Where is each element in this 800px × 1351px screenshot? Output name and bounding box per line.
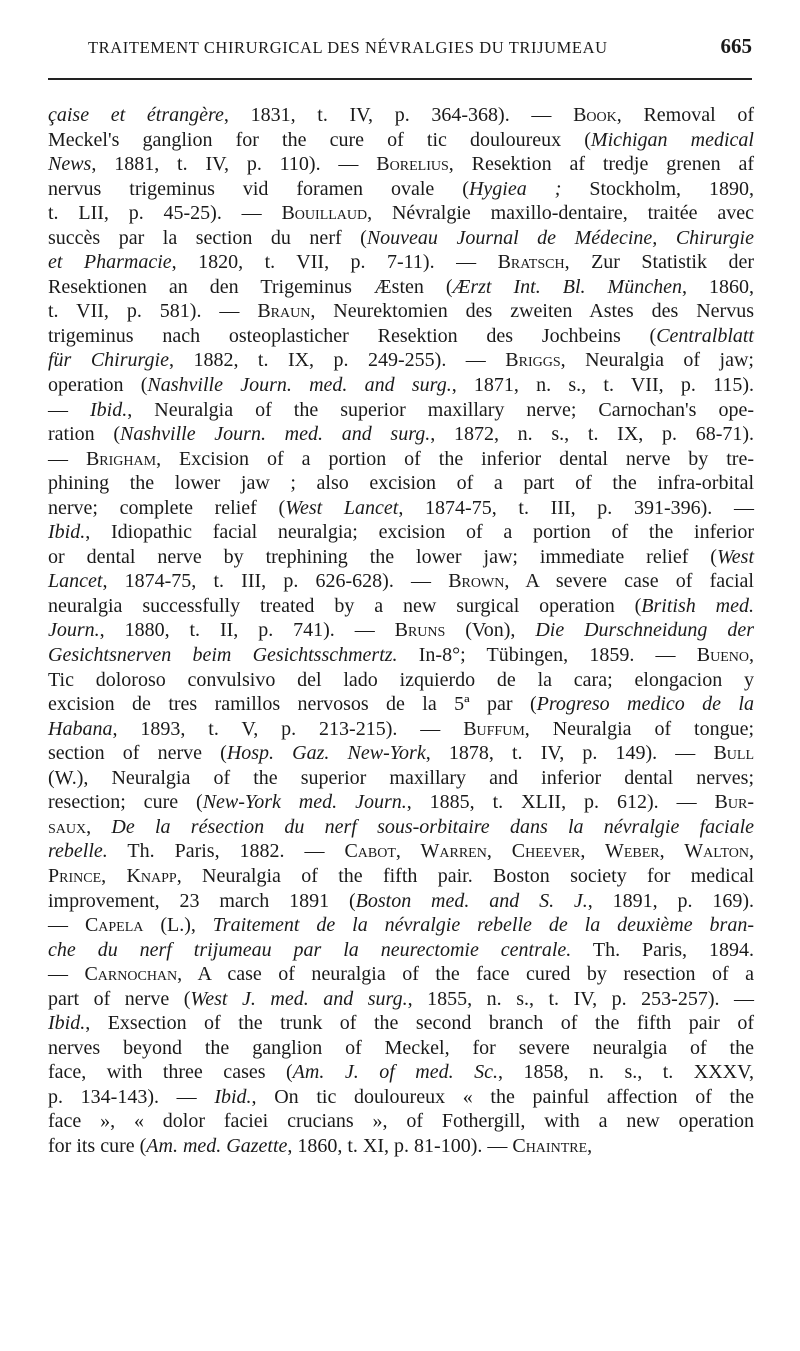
- text-line: [48, 471, 754, 496]
- text-line: [48, 250, 754, 275]
- italic-segment: Nashville Journ. med. and surg.: [147, 374, 452, 397]
- author-name: Chaintre: [512, 1134, 588, 1157]
- text-line: [48, 1011, 754, 1036]
- text-line: [48, 987, 754, 1012]
- text-segment: , On tic douloureux « the painful affection of the: [251, 1085, 754, 1108]
- text-segment: part of nerve (: [48, 987, 191, 1010]
- author-name: Bouillaud: [281, 202, 368, 225]
- text-segment: trigeminus nach osteoplasticher Resektion des Jochbeins (: [48, 324, 657, 347]
- text-segment: , 1881, t. IV, p. 110). —: [91, 153, 377, 176]
- text-segment: Th. Paris, 1882. —: [107, 840, 345, 863]
- author-name: Carnochan: [84, 963, 178, 986]
- text-line: [48, 201, 754, 226]
- italic-segment: Ibid.: [214, 1085, 252, 1108]
- text-segment: , 1878, t. IV, p. 149). —: [425, 742, 714, 765]
- text-line: [48, 275, 754, 300]
- text-segment: phining the lower jaw ; also excision of a part of the infra-orbital: [48, 472, 754, 495]
- italic-segment: Habana: [48, 717, 113, 740]
- text-line: [48, 422, 754, 447]
- text-line: [48, 717, 754, 742]
- page-number: 665: [720, 34, 752, 58]
- italic-segment: Ibid.: [48, 1012, 86, 1035]
- author-name: Bruns: [394, 619, 446, 642]
- text-segment: (Von),: [445, 619, 536, 642]
- text-segment: , 1885, t. XLII, p. 612). —: [406, 791, 715, 814]
- text-segment: nervus trigeminus vid foramen ovale (: [48, 177, 469, 200]
- text-line: [48, 962, 754, 987]
- author-name: Buffum: [463, 717, 525, 740]
- text-line: [48, 398, 754, 423]
- text-segment: —: [48, 398, 91, 421]
- text-segment: , 1860, t. XI, p. 81-100). —: [287, 1134, 513, 1157]
- text-segment: succès par la section du nerf (: [48, 226, 367, 249]
- italic-segment: West Lancet: [285, 496, 399, 519]
- text-segment: Th. Paris, 1894.: [571, 938, 754, 961]
- text-segment: nerves beyond the ganglion of Meckel, for severe neuralgia of the: [48, 1036, 754, 1059]
- text-line: [48, 938, 754, 963]
- italic-segment: Ibid.: [90, 398, 128, 421]
- text-segment: , 1880, t. II, p. 741). —: [99, 619, 395, 642]
- text-segment: face », « dolor faciei crucians », of Fothergill, with a new operation: [48, 1110, 754, 1133]
- text-segment: ration (: [48, 423, 121, 446]
- text-line: [48, 1085, 754, 1110]
- text-line: [48, 913, 754, 938]
- italic-segment: Traitement de la névralgie rebelle de la deuxième bran-: [212, 914, 754, 937]
- italic-segment: De la résection du nerf sous-orbitaire dans la névralgie faciale: [111, 815, 755, 838]
- text-segment: (L.),: [143, 914, 213, 937]
- italic-segment: Lancet: [48, 570, 103, 593]
- text-line: [48, 1134, 754, 1159]
- text-segment: or dental nerve by trephining the lower jaw; immediate relief (: [48, 545, 717, 568]
- text-line: [48, 128, 754, 153]
- text-segment: operation (: [48, 374, 148, 397]
- text-segment: , Excision of a portion of the inferior dental nerve by tre-: [156, 447, 755, 470]
- italic-segment: rebelle.: [48, 840, 108, 863]
- text-segment: , 1871, n. s., t. VII, p. 115).: [451, 374, 754, 397]
- text-segment: , 1820, t. VII, p. 7-11). —: [171, 251, 498, 274]
- author-name: Bratsch: [497, 251, 565, 274]
- text-line: [48, 618, 754, 643]
- text-segment: , 1831, t. IV, p. 364-368). —: [223, 104, 574, 126]
- author-name: Cabot, Warren, Cheever, Weber, Walton,: [344, 840, 754, 863]
- italic-segment: Journ.: [48, 619, 100, 642]
- text-line: [48, 152, 754, 177]
- italic-segment: British med.: [641, 594, 754, 617]
- italic-segment: New-York med. Journ.: [202, 791, 407, 814]
- text-segment: , Removal of: [616, 104, 754, 126]
- running-header: [88, 34, 752, 59]
- italic-segment: für Chirurgie: [48, 349, 169, 372]
- italic-segment: Ærzt Int. Bl. München: [452, 275, 682, 298]
- text-segment: , Idiopathic facial neuralgia; excision of a portion of the inferior: [85, 521, 754, 544]
- text-line: [48, 569, 754, 594]
- author-name: Bull: [713, 742, 754, 765]
- text-line: [48, 594, 754, 619]
- text-segment: resection; cure (: [48, 791, 203, 814]
- italic-segment: Gesichtsnerven beim Gesichtsschmertz.: [48, 644, 398, 667]
- header-title: TRAITEMENT CHIRURGICAL DES NÉVRALGIES DU TRIJUMEAU: [88, 38, 608, 57]
- text-segment: , Neuralgia of tongue;: [524, 717, 754, 740]
- italic-segment: Nouveau Journal de Médecine, Chirurgie: [366, 226, 754, 249]
- text-segment: , 1874-75, t. III, p. 626-628). —: [102, 570, 449, 593]
- text-line: [48, 864, 754, 889]
- text-line: [48, 447, 754, 472]
- text-segment: , 1882, t. IX, p. 249-255). —: [168, 349, 506, 372]
- text-segment: , Neuralgia of the superior maxillary nerve; Carnochan's ope-: [127, 398, 754, 421]
- text-segment: , 1855, n. s., t. IV, p. 253-257). —: [407, 987, 755, 1010]
- text-segment: , Exsection of the trunk of the second branch of the fifth pair of: [85, 1012, 754, 1035]
- text-line: [48, 299, 754, 324]
- text-line: [48, 692, 754, 717]
- text-segment: , Neuralgia of the fifth pair. Boston society for medical: [176, 864, 755, 887]
- text-segment: ,: [86, 815, 112, 838]
- text-segment: (W.), Neuralgia of the superior maxillary and inferior dental nerves;: [48, 766, 754, 789]
- bibliography-text: [48, 103, 754, 1159]
- author-name: Prince, Knapp: [48, 864, 177, 887]
- author-name: Bueno: [696, 644, 749, 667]
- italic-segment: Michigan medical: [590, 128, 754, 151]
- author-name: Brown: [448, 570, 505, 593]
- text-segment: p. 134-143). —: [48, 1085, 215, 1108]
- text-line: [48, 643, 754, 668]
- text-line: [48, 324, 754, 349]
- text-line: [48, 226, 754, 251]
- text-segment: , 1858, n. s., t. XXXV,: [497, 1061, 754, 1084]
- author-name: Borelius: [376, 153, 449, 176]
- text-segment: ,: [749, 644, 754, 667]
- text-line: [48, 373, 754, 398]
- text-segment: ,: [587, 1134, 593, 1157]
- italic-segment: çaise et étrangère: [48, 104, 224, 126]
- italic-segment: Die Durschneidung der: [535, 619, 754, 642]
- text-segment: Tic doloroso convulsivo del lado izquierdo de la cara; elongacion y: [48, 668, 754, 691]
- text-segment: , 1893, t. V, p. 213-215). —: [112, 717, 464, 740]
- text-segment: t. LII, p. 45-25). —: [48, 202, 282, 225]
- text-segment: improvement, 23 march 1891 (: [48, 889, 356, 912]
- text-segment: , Neurektomien des zweiten Astes des Nervus: [310, 300, 755, 323]
- text-line: [48, 177, 754, 202]
- italic-segment: Nashville Journ. med. and surg.: [120, 423, 431, 446]
- text-segment: t. VII, p. 581). —: [48, 300, 258, 323]
- text-line: [48, 668, 754, 693]
- header-rule: [48, 78, 752, 80]
- italic-segment: Am. J. of med. Sc.: [292, 1061, 498, 1084]
- author-name: Book: [573, 104, 617, 126]
- text-segment: , Zur Statistik der: [564, 251, 755, 274]
- text-segment: , A case of neuralgia of the face cured by resection of a: [177, 963, 754, 986]
- italic-segment: che du nerf trijumeau par la neurectomie centrale.: [48, 938, 572, 961]
- italic-segment: West: [716, 545, 754, 568]
- text-line: [48, 839, 754, 864]
- text-segment: neuralgia successfully treated by a new surgical operation (: [48, 594, 642, 617]
- text-segment: In-8°; Tübingen, 1859. —: [397, 644, 697, 667]
- author-name: Bur-: [714, 791, 754, 814]
- italic-segment: Progreso medico de la: [536, 693, 754, 716]
- text-line: [48, 545, 754, 570]
- text-segment: Stockholm, 1890,: [561, 177, 754, 200]
- text-segment: Meckel's ganglion for the cure of tic douloureux (: [48, 128, 591, 151]
- text-segment: excision de tres ramillos nervosos de la 5ª par (: [48, 693, 537, 716]
- italic-segment: Boston med. and S. J.: [355, 889, 588, 912]
- author-name: Capela: [84, 914, 144, 937]
- text-segment: Resektionen an den Trigeminus Æsten (: [48, 275, 453, 298]
- text-segment: , Neuralgia of jaw;: [560, 349, 754, 372]
- text-line: [48, 1109, 754, 1134]
- text-line: [48, 889, 754, 914]
- text-segment: , Névralgie maxillo-dentaire, traitée avec: [367, 202, 754, 225]
- italic-segment: Ibid.: [48, 521, 86, 544]
- italic-segment: Am. med. Gazette: [146, 1134, 288, 1157]
- author-name: Brigham: [85, 447, 157, 470]
- text-segment: for its cure (: [48, 1134, 147, 1157]
- italic-segment: Hosp. Gaz. New-York: [226, 742, 426, 765]
- text-line: [48, 520, 754, 545]
- text-segment: —: [48, 447, 86, 470]
- italic-segment: West J. med. and surg.: [190, 987, 408, 1010]
- text-segment: nerve; complete relief (: [48, 496, 286, 519]
- text-line: [48, 1036, 754, 1061]
- text-segment: —: [48, 914, 85, 937]
- author-name: Braun: [257, 300, 311, 323]
- italic-segment: Hygiea ;: [468, 177, 562, 200]
- text-line: [48, 766, 754, 791]
- text-segment: , 1872, n. s., t. IX, p. 68-71).: [430, 423, 755, 446]
- text-segment: , 1874-75, t. III, p. 391-396). —: [398, 496, 754, 519]
- text-line: [48, 790, 754, 815]
- text-segment: , Resektion af tredje grenen af: [448, 153, 755, 176]
- text-line: [48, 496, 754, 521]
- text-segment: , 1860,: [681, 275, 755, 298]
- text-line: [48, 348, 754, 373]
- text-line: [48, 741, 754, 766]
- author-name: saux: [48, 815, 87, 838]
- italic-segment: News: [48, 153, 92, 176]
- text-line: [48, 103, 754, 128]
- text-line: [48, 815, 754, 840]
- italic-segment: Centralblatt: [656, 324, 754, 347]
- author-name: Briggs: [505, 349, 561, 372]
- text-segment: —: [48, 963, 85, 986]
- italic-segment: et Pharmacie: [48, 251, 172, 274]
- text-segment: face, with three cases (: [48, 1061, 293, 1084]
- text-segment: section of nerve (: [48, 742, 227, 765]
- text-segment: , A severe case of facial: [504, 570, 754, 593]
- text-segment: , 1891, p. 169).: [587, 889, 754, 912]
- text-line: [48, 1060, 754, 1085]
